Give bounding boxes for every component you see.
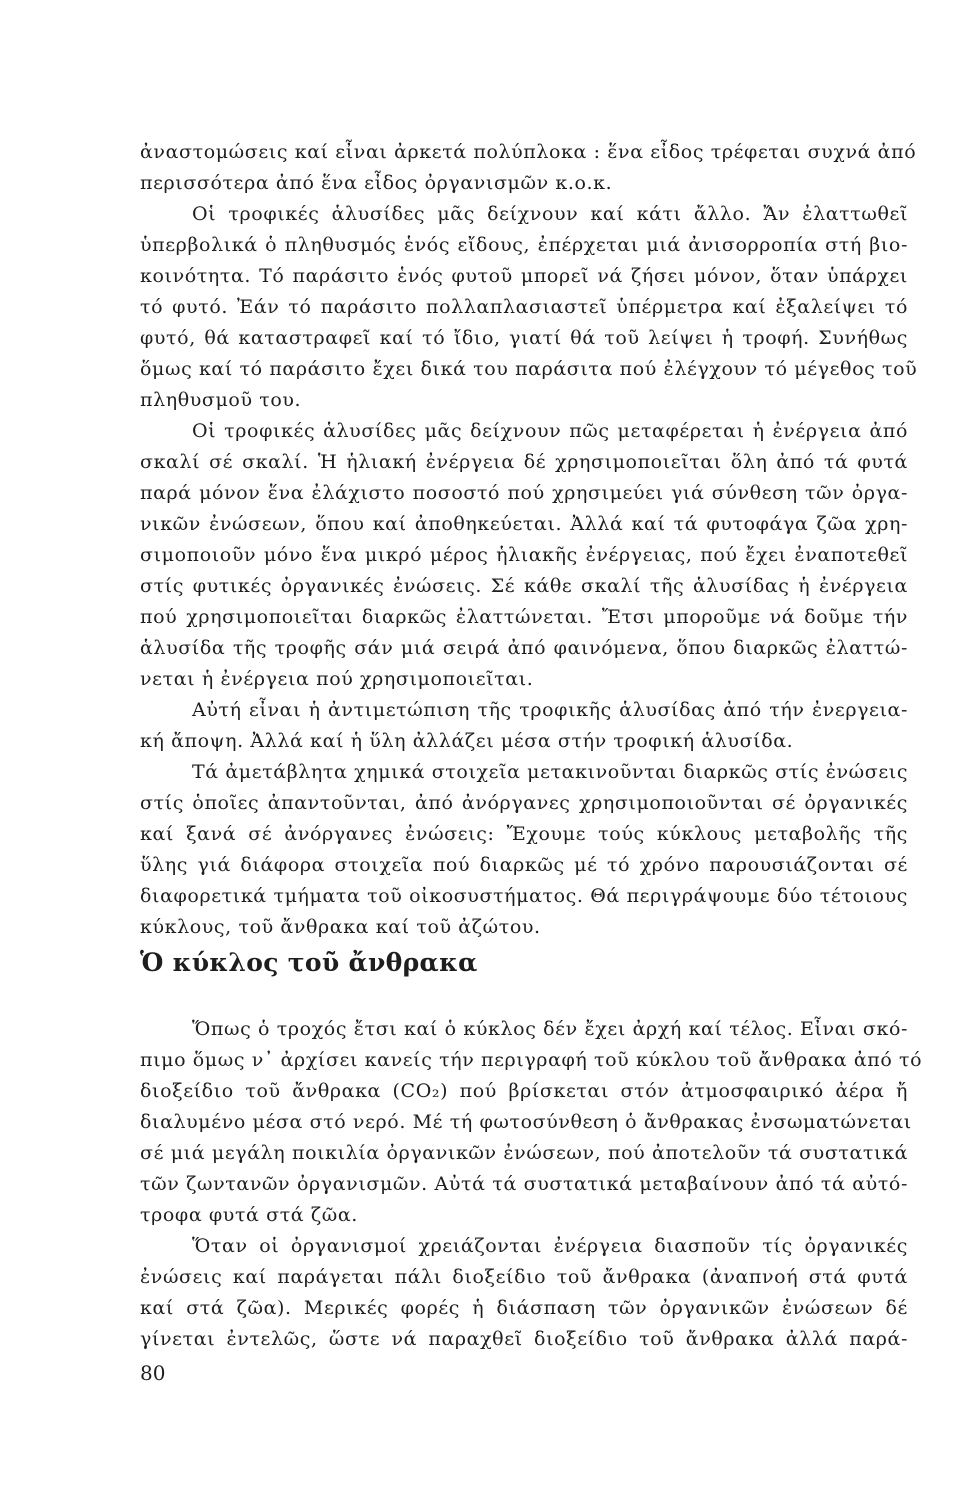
- text-line: κύκλους, τοῦ ἄνθρακα καί τοῦ ἀζώτου.: [140, 916, 541, 938]
- text-line: Ὅπως ὁ τροχός ἔτσι καί ὁ κύκλος δέν ἔχει ἀρχή καί τέλος. Εἶναι σκό-: [192, 1018, 908, 1040]
- text-line: ὅμως καί τό παράσιτο ἔχει δικά του παράσιτα πού ἐλέγχουν τό μέγεθος τοῦ: [140, 358, 918, 380]
- text-line: νικῶν ἐνώσεων, ὅπου καί ἀποθηκεύεται. Ἀλλά καί τά φυτοφάγα ζῶα χρη-: [140, 513, 908, 535]
- text-line: παρά μόνον ἕνα ἐλάχιστο ποσοστό πού χρησιμεύει γιά σύνθεση τῶν ὀργα-: [140, 482, 908, 504]
- text-line: ἐνώσεις καί παράγεται πάλι διοξείδιο τοῦ ἄνθρακα (ἀναπνοή στά φυτά: [140, 1266, 908, 1288]
- text-line: Αὐτή εἶναι ἡ ἀντιμετώπιση τῆς τροφικῆς ἁλυσίδας ἀπό τήν ἐνεργεια-: [192, 699, 908, 721]
- text-line: πληθυσμοῦ του.: [140, 389, 302, 411]
- text-line: σκαλί σέ σκαλί. Ἡ ἡλιακή ἐνέργεια δέ χρησιμοποιεῖται ὅλη ἀπό τά φυτά: [140, 451, 908, 473]
- text-line: Οἱ τροφικές ἁλυσίδες μᾶς δείχνουν πῶς μεταφέρεται ἡ ἐνέργεια ἀπό: [192, 420, 908, 442]
- text-line: φυτό, θά καταστραφεῖ καί τό ἴδιο, γιατί θά τοῦ λείψει ἡ τροφή. Συνήθως: [140, 327, 908, 349]
- text-line: στίς ὁποῖες ἀπαντοῦνται, ἀπό ἀνόργανες χρησιμοποιοῦνται σέ ὀργανικές: [140, 792, 908, 814]
- text-line: τό φυτό. Ἐάν τό παράσιτο πολλαπλασιαστεῖ ὑπέρμετρα καί ἐξαλείψει τό: [140, 296, 908, 318]
- text-line: στίς φυτικές ὀργανικές ἐνώσεις. Σέ κάθε σκαλί τῆς ἁλυσίδας ἡ ἐνέργεια: [140, 575, 908, 597]
- text-line: Οἱ τροφικές ἁλυσίδες μᾶς δείχνουν καί κάτι ἄλλο. Ἄν ἐλαττωθεῖ: [192, 203, 908, 225]
- text-line: σιμοποιοῦν μόνο ἕνα μικρό μέρος ἡλιακῆς ἐνέργειας, πού ἔχει ἐναποτεθεῖ: [140, 544, 908, 566]
- text-line: νεται ἡ ἐνέργεια πού χρησιμοποιεῖται.: [140, 668, 534, 690]
- text-line: ὑπερβολικά ὁ πληθυσμός ἑνός εἴδους, ἐπέρχεται μιά ἀνισορροπία στή βιο-: [140, 234, 908, 256]
- text-line: περισσότερα ἀπό ἕνα εἶδος ὀργανισμῶν κ.ο.κ.: [140, 172, 613, 194]
- text-line: ἀναστομώσεις καί εἶναι ἀρκετά πολύπλοκα : ἕνα εἶδος τρέφεται συχνά ἀπό: [140, 141, 917, 163]
- text-line: διαφορετικά τμήματα τοῦ οἰκοσυστήματος. Θά περιγράψουμε δύο τέτοιους: [140, 885, 908, 907]
- text-line: κοινότητα. Τό παράσιτο ἑνός φυτοῦ μπορεῖ νά ζήσει μόνον, ὅταν ὑπάρχει: [140, 265, 908, 287]
- text-line: πιμο ὅμως ν᾽ ἀρχίσει κανείς τήν περιγραφή τοῦ κύκλου τοῦ ἄνθρακα ἀπό τό: [140, 1049, 923, 1071]
- section-heading: Ὁ κύκλος τοῦ ἄνθρακα: [140, 948, 478, 977]
- text-line: σέ μιά μεγάλη ποικιλία ὀργανικῶν ἐνώσεων, πού ἀποτελοῦν τά συστατικά: [140, 1142, 908, 1164]
- text-line: Ὅταν οἱ ὀργανισμοί χρειάζονται ἐνέργεια διασποῦν τίς ὀργανικές: [192, 1235, 908, 1257]
- text-line: τῶν ζωντανῶν ὀργανισμῶν. Αὐτά τά συστατικά μεταβαίνουν ἀπό τά αὐτό-: [140, 1173, 908, 1195]
- text-line: ἁλυσίδα τῆς τροφῆς σάν μιά σειρά ἀπό φαινόμενα, ὅπου διαρκῶς ἐλαττώ-: [140, 637, 908, 659]
- text-line: διοξείδιο τοῦ ἄνθρακα (CO₂) πού βρίσκεται στόν ἀτμοσφαιρικό ἀέρα ἤ: [140, 1080, 908, 1102]
- text-line: πού χρησιμοποιεῖται διαρκῶς ἐλαττώνεται. Ἔτσι μποροῦμε νά δοῦμε τήν: [140, 606, 908, 628]
- text-line: ὕλης γιά διάφορα στοιχεῖα πού διαρκῶς μέ τό χρόνο παρουσιάζονται σέ: [140, 854, 908, 876]
- text-line: κή ἄποψη. Ἀλλά καί ἡ ὕλη ἀλλάζει μέσα στήν τροφική ἁλυσίδα.: [140, 730, 794, 752]
- text-line: Τά ἀμετάβλητα χημικά στοιχεῖα μετακινοῦνται διαρκῶς στίς ἐνώσεις: [192, 761, 909, 783]
- text-line: διαλυμένο μέσα στό νερό. Μέ τή φωτοσύνθεση ὁ ἄνθρακας ἐνσωματώνεται: [140, 1111, 912, 1133]
- text-line: καί στά ζῶα). Μερικές φορές ἡ διάσπαση τῶν ὀργανικῶν ἐνώσεων δέ: [140, 1297, 908, 1319]
- text-line: καί ξανά σέ ἀνόργανες ἐνώσεις: Ἔχουμε τούς κύκλους μεταβολῆς τῆς: [140, 823, 908, 845]
- page-number: 80: [140, 1361, 166, 1385]
- text-line: γίνεται ἐντελῶς, ὥστε νά παραχθεῖ διοξείδιο τοῦ ἄνθρακα ἀλλά παρά-: [140, 1328, 908, 1350]
- text-line: τροφα φυτά στά ζῶα.: [140, 1204, 358, 1226]
